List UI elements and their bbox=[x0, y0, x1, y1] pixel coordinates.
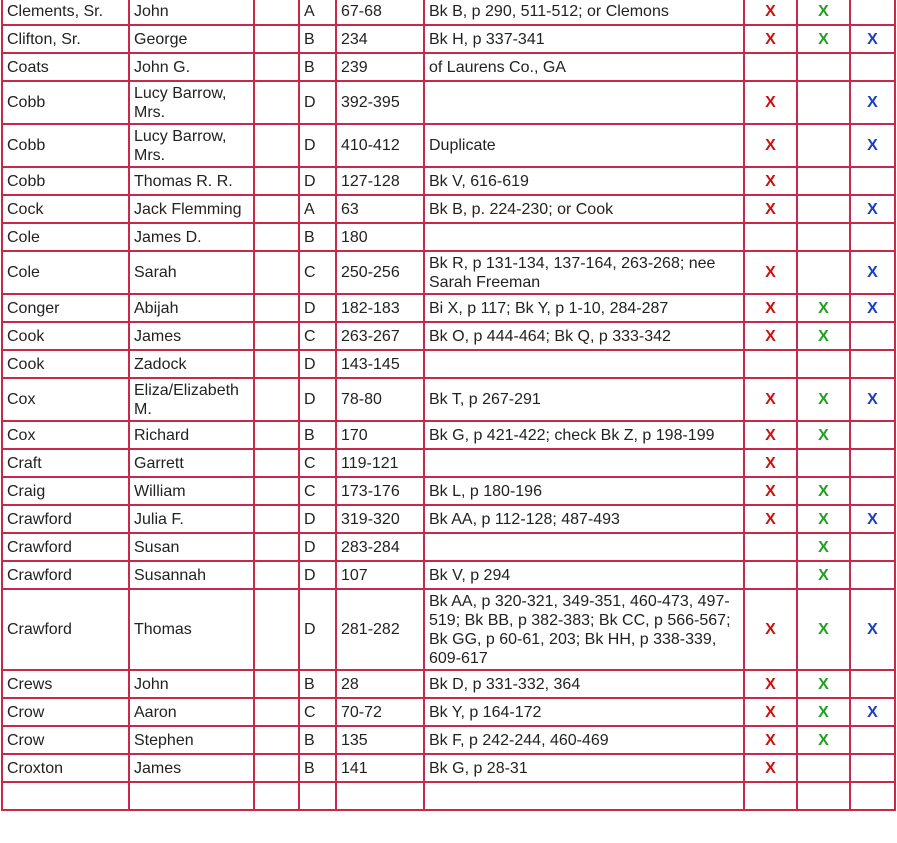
empty-cell bbox=[254, 81, 299, 124]
pages-cell: 119-121 bbox=[336, 449, 424, 477]
table-row bbox=[2, 294, 895, 322]
letter-cell: D bbox=[299, 561, 336, 589]
empty-cell bbox=[254, 698, 299, 726]
mark-red-cell: X bbox=[744, 378, 797, 421]
surname-cell: Craft bbox=[2, 449, 129, 477]
surname-cell: Cobb bbox=[2, 124, 129, 167]
table-row bbox=[2, 698, 895, 726]
mark-blue-cell bbox=[850, 53, 895, 81]
pages-cell: 67-68 bbox=[336, 0, 424, 25]
pages-cell: 234 bbox=[336, 25, 424, 53]
surname-cell bbox=[2, 782, 129, 810]
mark-blue-cell bbox=[850, 350, 895, 378]
mark-red-cell: X bbox=[744, 477, 797, 505]
pages-cell: 143-145 bbox=[336, 350, 424, 378]
empty-cell bbox=[254, 0, 299, 25]
surname-cell: Crews bbox=[2, 670, 129, 698]
table-row bbox=[2, 505, 895, 533]
given-name-cell: Zadock bbox=[129, 350, 254, 378]
mark-red-cell bbox=[744, 223, 797, 251]
given-name-cell: Aaron bbox=[129, 698, 254, 726]
given-name-cell: Jack Flemming bbox=[129, 195, 254, 223]
letter-cell: C bbox=[299, 449, 336, 477]
table-row bbox=[2, 350, 895, 378]
mark-blue-cell: X bbox=[850, 195, 895, 223]
notes-cell: Bk Y, p 164-172 bbox=[424, 698, 744, 726]
notes-cell: Bk AA, p 320-321, 349-351, 460-473, 497-519; Bk BB, p 382-383; Bk CC, p 566-567; Bk GG, p 60-61, 203; Bk HH, p 338-339, 609-617 bbox=[424, 589, 744, 670]
mark-green-cell: X bbox=[797, 698, 850, 726]
notes-cell bbox=[424, 533, 744, 561]
empty-cell bbox=[254, 294, 299, 322]
surname-cell: Cock bbox=[2, 195, 129, 223]
mark-blue-cell: X bbox=[850, 124, 895, 167]
letter-cell: B bbox=[299, 754, 336, 782]
notes-cell: Bk F, p 242-244, 460-469 bbox=[424, 726, 744, 754]
mark-blue-cell: X bbox=[850, 698, 895, 726]
given-name-cell: John bbox=[129, 670, 254, 698]
notes-cell: Bk D, p 331-332, 364 bbox=[424, 670, 744, 698]
letter-cell: D bbox=[299, 533, 336, 561]
surname-cell: Crawford bbox=[2, 589, 129, 670]
mark-red-cell: X bbox=[744, 0, 797, 25]
mark-blue-cell: X bbox=[850, 589, 895, 670]
mark-red-cell: X bbox=[744, 322, 797, 350]
given-name-cell: James bbox=[129, 754, 254, 782]
mark-green-cell: X bbox=[797, 0, 850, 25]
letter-cell: A bbox=[299, 0, 336, 25]
mark-red-cell: X bbox=[744, 698, 797, 726]
empty-cell bbox=[254, 53, 299, 81]
table-row bbox=[2, 589, 895, 670]
mark-red-cell: X bbox=[744, 81, 797, 124]
mark-blue-cell bbox=[850, 223, 895, 251]
notes-cell: Bk B, p 290, 511-512; or Clemons bbox=[424, 0, 744, 25]
empty-cell bbox=[254, 561, 299, 589]
surname-cell: Crow bbox=[2, 726, 129, 754]
given-name-cell: Lucy Barrow, Mrs. bbox=[129, 81, 254, 124]
surname-cell: Cole bbox=[2, 223, 129, 251]
mark-green-cell bbox=[797, 53, 850, 81]
empty-cell bbox=[254, 322, 299, 350]
mark-red-cell: X bbox=[744, 726, 797, 754]
mark-red-cell: X bbox=[744, 421, 797, 449]
surname-cell: Cook bbox=[2, 322, 129, 350]
empty-cell bbox=[254, 124, 299, 167]
mark-red-cell: X bbox=[744, 505, 797, 533]
mark-blue-cell bbox=[850, 167, 895, 195]
table-row bbox=[2, 421, 895, 449]
mark-red-cell bbox=[744, 350, 797, 378]
notes-cell bbox=[424, 782, 744, 810]
mark-red-cell: X bbox=[744, 167, 797, 195]
empty-cell bbox=[254, 25, 299, 53]
mark-blue-cell: X bbox=[850, 505, 895, 533]
table-row bbox=[2, 251, 895, 294]
empty-cell bbox=[254, 589, 299, 670]
pages-cell: 107 bbox=[336, 561, 424, 589]
surname-cell: Crawford bbox=[2, 533, 129, 561]
pages-cell: 70-72 bbox=[336, 698, 424, 726]
mark-green-cell bbox=[797, 251, 850, 294]
given-name-cell: Abijah bbox=[129, 294, 254, 322]
table-row bbox=[2, 25, 895, 53]
empty-cell bbox=[254, 782, 299, 810]
mark-blue-cell bbox=[850, 0, 895, 25]
pages-cell: 127-128 bbox=[336, 167, 424, 195]
notes-cell: Bk H, p 337-341 bbox=[424, 25, 744, 53]
notes-cell: Duplicate bbox=[424, 124, 744, 167]
letter-cell: B bbox=[299, 223, 336, 251]
letter-cell: D bbox=[299, 350, 336, 378]
notes-cell: Bk R, p 131-134, 137-164, 263-268; nee Sarah Freeman bbox=[424, 251, 744, 294]
table-row bbox=[2, 449, 895, 477]
given-name-cell bbox=[129, 782, 254, 810]
surname-cell: Cobb bbox=[2, 81, 129, 124]
pages-cell: 182-183 bbox=[336, 294, 424, 322]
empty-cell bbox=[254, 726, 299, 754]
mark-green-cell: X bbox=[797, 505, 850, 533]
given-name-cell: John G. bbox=[129, 53, 254, 81]
table-row bbox=[2, 533, 895, 561]
letter-cell: D bbox=[299, 167, 336, 195]
given-name-cell: Thomas R. R. bbox=[129, 167, 254, 195]
mark-green-cell: X bbox=[797, 421, 850, 449]
mark-blue-cell bbox=[850, 726, 895, 754]
mark-blue-cell bbox=[850, 754, 895, 782]
mark-red-cell bbox=[744, 53, 797, 81]
surname-cell: Cox bbox=[2, 421, 129, 449]
given-name-cell: Sarah bbox=[129, 251, 254, 294]
letter-cell: C bbox=[299, 322, 336, 350]
notes-cell: Bk T, p 267-291 bbox=[424, 378, 744, 421]
notes-cell: Bk O, p 444-464; Bk Q, p 333-342 bbox=[424, 322, 744, 350]
table-row bbox=[2, 378, 895, 421]
letter-cell: C bbox=[299, 698, 336, 726]
letter-cell: D bbox=[299, 294, 336, 322]
notes-cell bbox=[424, 81, 744, 124]
mark-red-cell bbox=[744, 533, 797, 561]
notes-cell bbox=[424, 449, 744, 477]
letter-cell bbox=[299, 782, 336, 810]
given-name-cell: George bbox=[129, 25, 254, 53]
surname-cell: Croxton bbox=[2, 754, 129, 782]
mark-green-cell bbox=[797, 782, 850, 810]
mark-red-cell bbox=[744, 561, 797, 589]
empty-cell bbox=[254, 167, 299, 195]
surname-cell: Clifton, Sr. bbox=[2, 25, 129, 53]
given-name-cell: James bbox=[129, 322, 254, 350]
mark-green-cell: X bbox=[797, 378, 850, 421]
table-row bbox=[2, 477, 895, 505]
pages-cell: 239 bbox=[336, 53, 424, 81]
mark-green-cell bbox=[797, 167, 850, 195]
table-row bbox=[2, 53, 895, 81]
letter-cell: B bbox=[299, 25, 336, 53]
surname-cell: Cox bbox=[2, 378, 129, 421]
mark-green-cell: X bbox=[797, 322, 850, 350]
notes-cell: Bk B, p. 224-230; or Cook bbox=[424, 195, 744, 223]
mark-blue-cell bbox=[850, 533, 895, 561]
pages-cell: 28 bbox=[336, 670, 424, 698]
pages-cell: 180 bbox=[336, 223, 424, 251]
pages-cell: 78-80 bbox=[336, 378, 424, 421]
table-row bbox=[2, 754, 895, 782]
table-row bbox=[2, 167, 895, 195]
mark-red-cell: X bbox=[744, 294, 797, 322]
surname-cell: Clements, Sr. bbox=[2, 0, 129, 25]
mark-red-cell: X bbox=[744, 195, 797, 223]
mark-red-cell: X bbox=[744, 25, 797, 53]
notes-cell bbox=[424, 350, 744, 378]
mark-blue-cell bbox=[850, 782, 895, 810]
mark-blue-cell bbox=[850, 421, 895, 449]
mark-red-cell: X bbox=[744, 670, 797, 698]
letter-cell: C bbox=[299, 477, 336, 505]
records-table-body bbox=[2, 0, 895, 810]
mark-red-cell: X bbox=[744, 251, 797, 294]
empty-cell bbox=[254, 223, 299, 251]
pages-cell: 173-176 bbox=[336, 477, 424, 505]
table-row bbox=[2, 0, 895, 25]
pages-cell: 392-395 bbox=[336, 81, 424, 124]
empty-cell bbox=[254, 449, 299, 477]
mark-green-cell: X bbox=[797, 561, 850, 589]
table-row bbox=[2, 195, 895, 223]
mark-green-cell bbox=[797, 350, 850, 378]
letter-cell: D bbox=[299, 505, 336, 533]
pages-cell: 283-284 bbox=[336, 533, 424, 561]
pages-cell bbox=[336, 782, 424, 810]
surname-cell: Cobb bbox=[2, 167, 129, 195]
mark-green-cell: X bbox=[797, 477, 850, 505]
mark-red-cell: X bbox=[744, 449, 797, 477]
mark-blue-cell: X bbox=[850, 25, 895, 53]
empty-cell bbox=[254, 350, 299, 378]
notes-cell: of Laurens Co., GA bbox=[424, 53, 744, 81]
pages-cell: 63 bbox=[336, 195, 424, 223]
mark-red-cell: X bbox=[744, 589, 797, 670]
surname-cell: Crow bbox=[2, 698, 129, 726]
table-row bbox=[2, 124, 895, 167]
mark-green-cell: X bbox=[797, 589, 850, 670]
notes-cell: Bk AA, p 112-128; 487-493 bbox=[424, 505, 744, 533]
given-name-cell: William bbox=[129, 477, 254, 505]
pages-cell: 135 bbox=[336, 726, 424, 754]
mark-blue-cell bbox=[850, 561, 895, 589]
pages-cell: 250-256 bbox=[336, 251, 424, 294]
mark-green-cell: X bbox=[797, 726, 850, 754]
mark-green-cell bbox=[797, 223, 850, 251]
mark-green-cell bbox=[797, 81, 850, 124]
surname-cell: Crawford bbox=[2, 561, 129, 589]
surname-cell: Cook bbox=[2, 350, 129, 378]
letter-cell: D bbox=[299, 81, 336, 124]
mark-blue-cell bbox=[850, 670, 895, 698]
empty-cell bbox=[254, 378, 299, 421]
mark-blue-cell bbox=[850, 449, 895, 477]
mark-green-cell bbox=[797, 124, 850, 167]
empty-cell bbox=[254, 670, 299, 698]
given-name-cell: Garrett bbox=[129, 449, 254, 477]
mark-red-cell: X bbox=[744, 124, 797, 167]
given-name-cell: Susannah bbox=[129, 561, 254, 589]
given-name-cell: John bbox=[129, 0, 254, 25]
empty-cell bbox=[254, 505, 299, 533]
empty-cell bbox=[254, 477, 299, 505]
letter-cell: B bbox=[299, 53, 336, 81]
mark-blue-cell bbox=[850, 322, 895, 350]
table-row bbox=[2, 782, 895, 810]
table-row bbox=[2, 670, 895, 698]
notes-cell: Bk V, p 294 bbox=[424, 561, 744, 589]
given-name-cell: James D. bbox=[129, 223, 254, 251]
records-table bbox=[1, 0, 896, 811]
mark-green-cell: X bbox=[797, 294, 850, 322]
pages-cell: 319-320 bbox=[336, 505, 424, 533]
letter-cell: B bbox=[299, 726, 336, 754]
given-name-cell: Eliza/Elizabeth M. bbox=[129, 378, 254, 421]
pages-cell: 281-282 bbox=[336, 589, 424, 670]
letter-cell: A bbox=[299, 195, 336, 223]
given-name-cell: Julia F. bbox=[129, 505, 254, 533]
empty-cell bbox=[254, 533, 299, 561]
surname-cell: Conger bbox=[2, 294, 129, 322]
mark-green-cell: X bbox=[797, 670, 850, 698]
mark-blue-cell: X bbox=[850, 378, 895, 421]
mark-blue-cell: X bbox=[850, 294, 895, 322]
table-row bbox=[2, 223, 895, 251]
given-name-cell: Richard bbox=[129, 421, 254, 449]
given-name-cell: Stephen bbox=[129, 726, 254, 754]
pages-cell: 170 bbox=[336, 421, 424, 449]
empty-cell bbox=[254, 421, 299, 449]
mark-green-cell bbox=[797, 449, 850, 477]
mark-blue-cell bbox=[850, 477, 895, 505]
notes-cell: Bk V, 616-619 bbox=[424, 167, 744, 195]
pages-cell: 141 bbox=[336, 754, 424, 782]
pages-cell: 410-412 bbox=[336, 124, 424, 167]
mark-green-cell: X bbox=[797, 533, 850, 561]
table-row bbox=[2, 726, 895, 754]
notes-cell: Bk L, p 180-196 bbox=[424, 477, 744, 505]
surname-cell: Craig bbox=[2, 477, 129, 505]
mark-green-cell bbox=[797, 754, 850, 782]
letter-cell: D bbox=[299, 589, 336, 670]
mark-green-cell bbox=[797, 195, 850, 223]
letter-cell: B bbox=[299, 421, 336, 449]
empty-cell bbox=[254, 754, 299, 782]
given-name-cell: Lucy Barrow, Mrs. bbox=[129, 124, 254, 167]
empty-cell bbox=[254, 251, 299, 294]
table-row bbox=[2, 561, 895, 589]
table-row bbox=[2, 81, 895, 124]
letter-cell: D bbox=[299, 378, 336, 421]
mark-red-cell bbox=[744, 782, 797, 810]
letter-cell: D bbox=[299, 124, 336, 167]
table-row bbox=[2, 322, 895, 350]
notes-cell: Bk G, p 28-31 bbox=[424, 754, 744, 782]
mark-red-cell: X bbox=[744, 754, 797, 782]
given-name-cell: Thomas bbox=[129, 589, 254, 670]
given-name-cell: Susan bbox=[129, 533, 254, 561]
empty-cell bbox=[254, 195, 299, 223]
surname-cell: Coats bbox=[2, 53, 129, 81]
mark-blue-cell: X bbox=[850, 81, 895, 124]
letter-cell: C bbox=[299, 251, 336, 294]
notes-cell: Bi X, p 117; Bk Y, p 1-10, 284-287 bbox=[424, 294, 744, 322]
surname-cell: Crawford bbox=[2, 505, 129, 533]
mark-blue-cell: X bbox=[850, 251, 895, 294]
mark-green-cell: X bbox=[797, 25, 850, 53]
notes-cell bbox=[424, 223, 744, 251]
pages-cell: 263-267 bbox=[336, 322, 424, 350]
notes-cell: Bk G, p 421-422; check Bk Z, p 198-199 bbox=[424, 421, 744, 449]
letter-cell: B bbox=[299, 670, 336, 698]
surname-cell: Cole bbox=[2, 251, 129, 294]
